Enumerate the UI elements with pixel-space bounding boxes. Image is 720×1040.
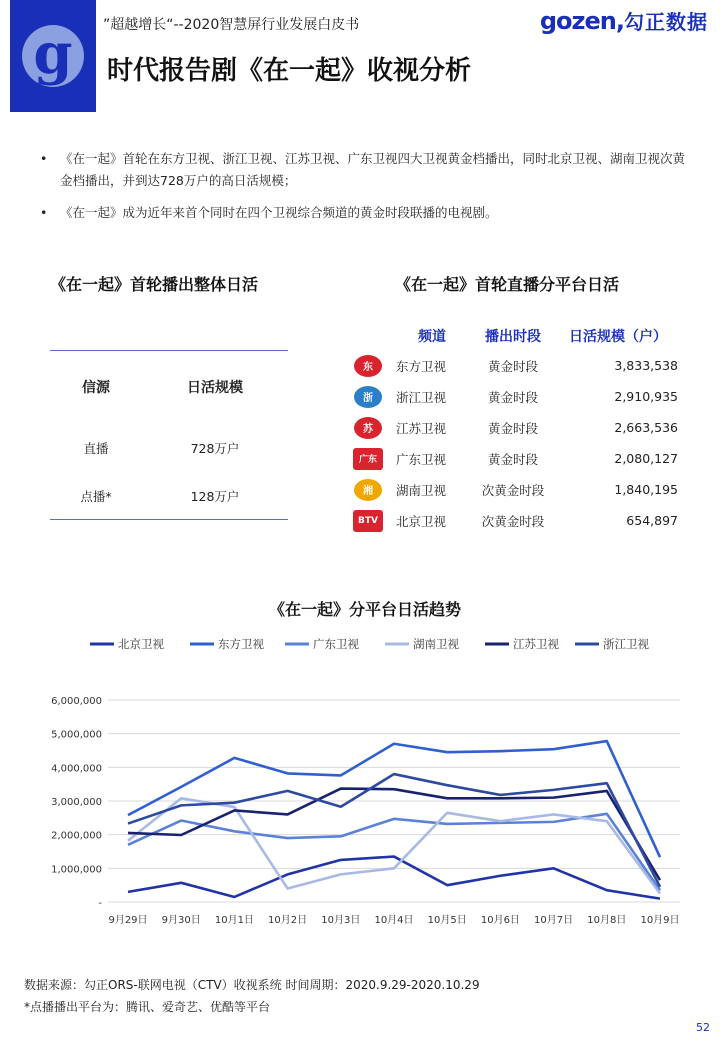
channel-logo-icon: 东 (354, 355, 382, 377)
brand-en: gozen, (539, 7, 624, 35)
cell-value: 654,897 (626, 513, 678, 528)
bullet-list (40, 148, 690, 234)
header-source: 信源 (82, 380, 110, 396)
cell-channel: 广东卫视 (396, 451, 447, 467)
y-tick-label: 4,000,000 (51, 763, 102, 775)
x-tick-label: 9月30日 (161, 915, 201, 926)
page-number: 52 (696, 1021, 710, 1034)
channel-logo-icon: 浙 (354, 386, 382, 408)
table-row (340, 474, 700, 505)
y-tick-label: 1,000,000 (51, 864, 102, 876)
cell-slot: 次黄金时段 (481, 482, 545, 498)
overall-dau-table (50, 350, 288, 520)
cell-channel: 东方卫视 (396, 358, 447, 374)
channel-logo-icon: 广东 (353, 448, 383, 470)
channel-logo-icon: 湘 (354, 479, 382, 501)
table-header-row (340, 322, 700, 350)
x-tick-label: 10月1日 (214, 915, 254, 926)
x-tick-label: 10月8日 (587, 915, 627, 926)
trend-chart (20, 595, 710, 935)
cell-slot: 黄金时段 (487, 451, 538, 467)
table-row (340, 505, 700, 536)
table-row (50, 423, 288, 473)
x-tick-label: 10月3日 (321, 915, 361, 926)
cell-source: 点播* (80, 489, 112, 504)
table-row (340, 350, 700, 381)
legend-label: 湖南卫视 (413, 637, 459, 651)
y-tick-label: 2,000,000 (51, 830, 102, 842)
cell-channel: 江苏卫视 (396, 420, 447, 436)
bullet-item: • 《在一起》首轮在东方卫视、浙江卫视、江苏卫视、广东卫视四大卫视黄金档播出，同时北京卫视、湖南卫视次黄金档播出，并到达728万户的高日活规模； (40, 148, 690, 192)
page-title: 时代报告剧《在一起》收视分析 (107, 56, 472, 86)
header-dau: 日活规模 (187, 380, 243, 396)
data-source-note: 数据来源：勾正ORS-联网电视（CTV）收视系统 时间周期：2020.9.29-2020.10.29 (24, 978, 480, 992)
header-subtitle: ”超越增长“--2020智慧屏行业发展白皮书 (103, 17, 360, 33)
cell-slot: 次黄金时段 (481, 513, 545, 529)
cell-slot: 黄金时段 (487, 358, 538, 374)
y-tick-label: 5,000,000 (51, 729, 102, 741)
cell-value: 2,910,935 (614, 389, 678, 404)
cell-value: 3,833,538 (614, 358, 678, 373)
cell-value: 728万户 (190, 441, 240, 456)
legend-label: 江苏卫视 (513, 637, 559, 651)
brand-logo (540, 6, 708, 35)
table-row (340, 412, 700, 443)
table-header-row (50, 351, 288, 423)
x-tick-label: 10月9日 (640, 915, 680, 926)
cell-channel: 北京卫视 (396, 513, 447, 529)
legend-label: 广东卫视 (313, 637, 359, 651)
x-tick-label: 9月29日 (108, 915, 148, 926)
legend-label: 浙江卫视 (603, 637, 649, 651)
cell-slot: 黄金时段 (487, 420, 538, 436)
brand-cn: 勾正数据 (624, 10, 708, 34)
left-section-title: 《在一起》首轮播出整体日活 (50, 275, 259, 294)
cell-channel: 湖南卫视 (396, 482, 447, 498)
cell-channel: 浙江卫视 (396, 389, 447, 405)
cell-slot: 黄金时段 (487, 389, 538, 405)
x-tick-label: 10月4日 (374, 915, 414, 926)
cell-value: 128万户 (190, 489, 240, 504)
chart-title: 《在一起》分平台日活趋势 (268, 600, 462, 619)
x-tick-label: 10月7日 (534, 915, 574, 926)
cell-source: 直播 (83, 441, 109, 456)
y-tick-label: 3,000,000 (51, 797, 102, 808)
x-tick-label: 10月2日 (268, 915, 308, 926)
bullet-item: • 《在一起》成为近年来首个同时在四个卫视综合频道的黄金时段联播的电视剧。 (40, 202, 690, 224)
header-channel: 频道 (418, 329, 446, 345)
cell-value: 2,080,127 (614, 451, 678, 466)
right-section-title: 《在一起》首轮直播分平台日活 (395, 275, 620, 294)
legend-label: 东方卫视 (218, 637, 264, 651)
vod-platform-note: *点播播出平台为：腾讯、爱奇艺、优酷等平台 (24, 1000, 271, 1014)
logo-badge (10, 0, 96, 112)
series-line-东方卫视 (128, 741, 660, 857)
series-line-浙江卫视 (128, 774, 660, 887)
header-slot: 播出时段 (485, 329, 541, 345)
series-line-北京卫视 (128, 857, 660, 899)
x-tick-label: 10月6日 (480, 915, 520, 926)
y-tick-label: - (98, 898, 102, 909)
table-row (340, 443, 700, 474)
table-row (50, 473, 288, 519)
x-tick-label: 10月5日 (427, 915, 467, 926)
cell-value: 2,663,536 (614, 420, 678, 435)
channel-logo-icon: 苏 (354, 417, 382, 439)
logo-letter: g (22, 25, 84, 87)
trend-chart-svg (20, 595, 710, 935)
header-dau: 日活规模（户） (569, 329, 667, 345)
channel-logo-icon: BTV (353, 510, 383, 532)
y-tick-label: 6,000,000 (51, 696, 102, 707)
platform-dau-table (340, 322, 700, 536)
legend-label: 北京卫视 (118, 637, 164, 651)
footer (24, 974, 480, 1018)
table-row (340, 381, 700, 412)
cell-value: 1,840,195 (614, 482, 678, 497)
